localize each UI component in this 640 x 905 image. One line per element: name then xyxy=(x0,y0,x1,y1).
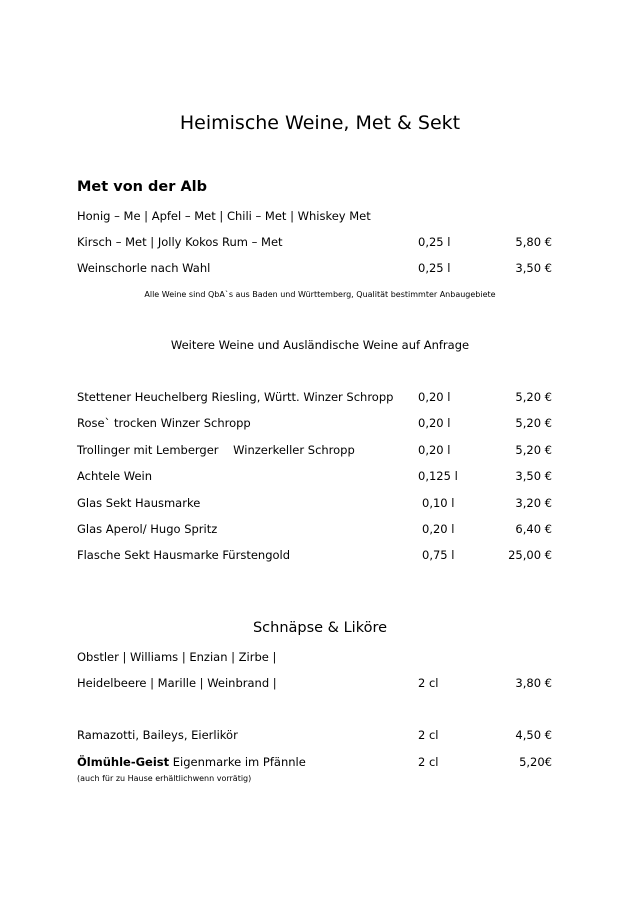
menu-row xyxy=(0,728,640,744)
menu-row xyxy=(0,548,640,564)
item-price: 5,20 € xyxy=(515,443,552,457)
item-name xyxy=(77,755,306,769)
item-quantity: 0,10 l xyxy=(422,496,455,510)
item-quantity: 2 cl xyxy=(418,676,439,690)
item-price: 4,50 € xyxy=(515,728,552,742)
menu-row xyxy=(0,496,640,512)
item-brand-name: Ölmühle-Geist xyxy=(77,755,170,769)
item-name: Trollinger mit Lemberger Winzerkeller Schropp xyxy=(77,443,355,457)
item-quantity: 0,20 l xyxy=(418,416,451,430)
item-price: 3,50 € xyxy=(515,469,552,483)
menu-row xyxy=(0,416,640,432)
item-quantity: 0,75 l xyxy=(422,548,455,562)
schnaps-section-heading: Schnäpse & Liköre xyxy=(252,620,388,636)
item-quantity: 0,25 l xyxy=(418,235,451,249)
menu-row xyxy=(0,522,640,538)
item-price: 5,20 € xyxy=(515,390,552,404)
item-quantity: 0,20 l xyxy=(418,390,451,404)
item-name: Glas Sekt Hausmarke xyxy=(77,496,201,510)
item-quantity: 0,25 l xyxy=(418,261,451,275)
item-name-rest: Eigenmarke im Pfännle xyxy=(169,755,306,769)
wine-origin-note: Alle Weine sind QbA`s aus Baden und Württemberg, Qualität bestimmter Anbaugebiete xyxy=(144,290,496,299)
item-name: Achtele Wein xyxy=(77,469,153,483)
page-title: Heimische Weine, Met & Sekt xyxy=(179,112,461,134)
item-price: 3,20 € xyxy=(515,496,552,510)
more-wines-note: Weitere Weine und Ausländische Weine auf Anfrage xyxy=(170,338,470,352)
item-price: 25,00 € xyxy=(508,548,552,562)
item-name: Glas Aperol/ Hugo Spritz xyxy=(77,522,218,536)
availability-footnote: (auch für zu Hause erhältlichwenn vorrätig) xyxy=(77,774,252,783)
item-name: Kirsch – Met | Jolly Kokos Rum – Met xyxy=(77,235,283,249)
item-name: Heidelbeere | Marille | Weinbrand | xyxy=(77,676,277,690)
item-quantity: 2 cl xyxy=(418,728,439,742)
item-quantity: 0,20 l xyxy=(422,522,455,536)
item-price: 3,50 € xyxy=(515,261,552,275)
met-section-heading: Met von der Alb xyxy=(77,179,208,195)
menu-row xyxy=(0,676,640,692)
menu-row xyxy=(0,755,640,771)
item-name: Flasche Sekt Hausmarke Fürstengold xyxy=(77,548,291,562)
menu-row xyxy=(0,469,640,485)
menu-row xyxy=(0,443,640,459)
item-quantity: 2 cl xyxy=(418,755,439,769)
item-name: Rose` trocken Winzer Schropp xyxy=(77,416,251,430)
schnaps-varieties-line: Obstler | Williams | Enzian | Zirbe | xyxy=(77,650,277,664)
item-name: Weinschorle nach Wahl xyxy=(77,261,211,275)
menu-row xyxy=(0,261,640,277)
item-price: 3,80 € xyxy=(515,676,552,690)
menu-row xyxy=(0,390,640,406)
item-price: 5,80 € xyxy=(515,235,552,249)
menu-row xyxy=(0,235,640,251)
item-name: Stettener Heuchelberg Riesling, Württ. Winzer Schropp xyxy=(77,390,394,404)
item-price: 5,20 € xyxy=(515,416,552,430)
item-name: Ramazotti, Baileys, Eierlikör xyxy=(77,728,238,742)
item-quantity: 0,125 l xyxy=(418,469,458,483)
item-price: 6,40 € xyxy=(515,522,552,536)
item-price: 5,20€ xyxy=(519,755,552,769)
item-quantity: 0,20 l xyxy=(418,443,451,457)
met-varieties-line: Honig – Me | Apfel – Met | Chili – Met | Whiskey Met xyxy=(77,209,371,223)
